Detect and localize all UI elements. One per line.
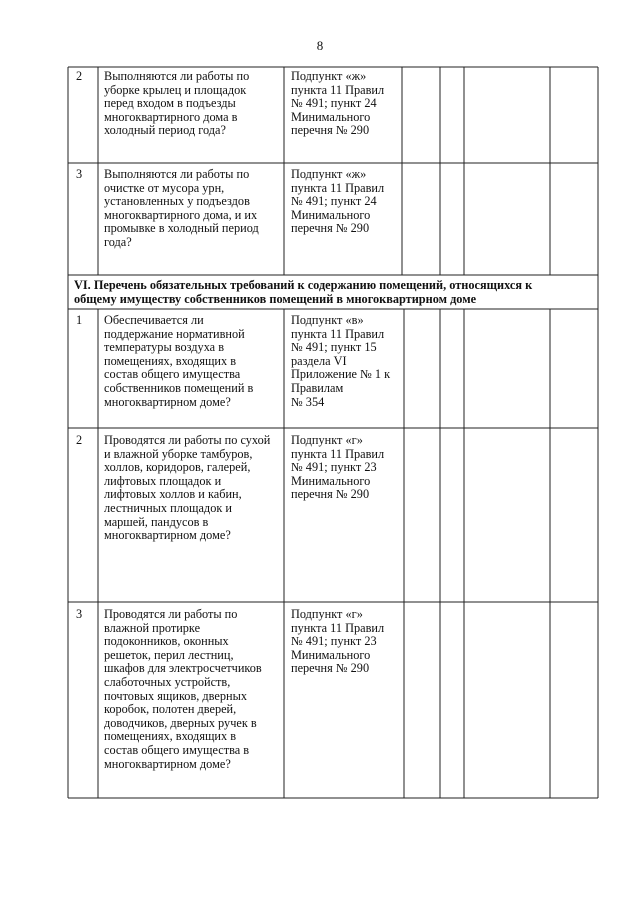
row-number: 3 <box>76 167 83 181</box>
legal-reference: Подпункт «в» пункта 11 Правил № 491; пункт 15 раздела VI Приложение № 1 к Правилам № 354 <box>291 313 391 409</box>
requirement-question: Проводятся ли работы по сухой и влажной уборке тамбуров, холлов, коридоров, галерей, лифтовых площадок и лифтовых холлов и кабин, лестничных площадок и маршей, пандусов в многоквартирном доме? <box>104 433 271 543</box>
requirement-question: Выполняются ли работы по очистке от мусора урн, установленных у подъездов многоквартирного дома, и их промывке в холодный период года? <box>104 167 259 249</box>
legal-reference: Подпункт «г» пункта 11 Правил № 491; пункт 23 Минимального перечня № 290 <box>291 607 385 676</box>
requirement-question: Выполняются ли работы по уборке крылец и площадок перед входом в подъезды многоквартирного дома в холодный период года? <box>104 69 250 138</box>
row-number: 1 <box>76 313 83 327</box>
legal-reference: Подпункт «ж» пункта 11 Правил № 491; пункт 24 Минимального перечня № 290 <box>291 167 385 236</box>
row-number: 2 <box>76 433 83 447</box>
row-number: 3 <box>76 607 83 621</box>
legal-reference: Подпункт «г» пункта 11 Правил № 491; пункт 23 Минимального перечня № 290 <box>291 433 385 502</box>
row-number: 2 <box>76 69 83 83</box>
requirement-question: Обеспечивается ли поддержание нормативной температуры воздуха в помещениях, входящих в состав общего имущества собственников помещений в многоквартирном доме? <box>104 313 254 409</box>
page-number: 8 <box>316 38 324 53</box>
legal-reference: Подпункт «ж» пункта 11 Правил № 491; пункт 24 Минимального перечня № 290 <box>291 69 385 138</box>
requirement-question: Проводятся ли работы по влажной протирке подоконников, оконных решеток, перил лестниц, шкафов для электросчетчиков слаботочных устройств, почтовых ящиков, дверных коробок, полотен дверей, доводчиков, дверных ручек в помещениях, входящих в состав общего имущества в многоквартирном доме? <box>104 607 262 771</box>
section-title: VI. Перечень обязательных требований к содержанию помещений, относящихся к общему имуществу собственников помещений в многоквартирном доме <box>74 278 533 306</box>
